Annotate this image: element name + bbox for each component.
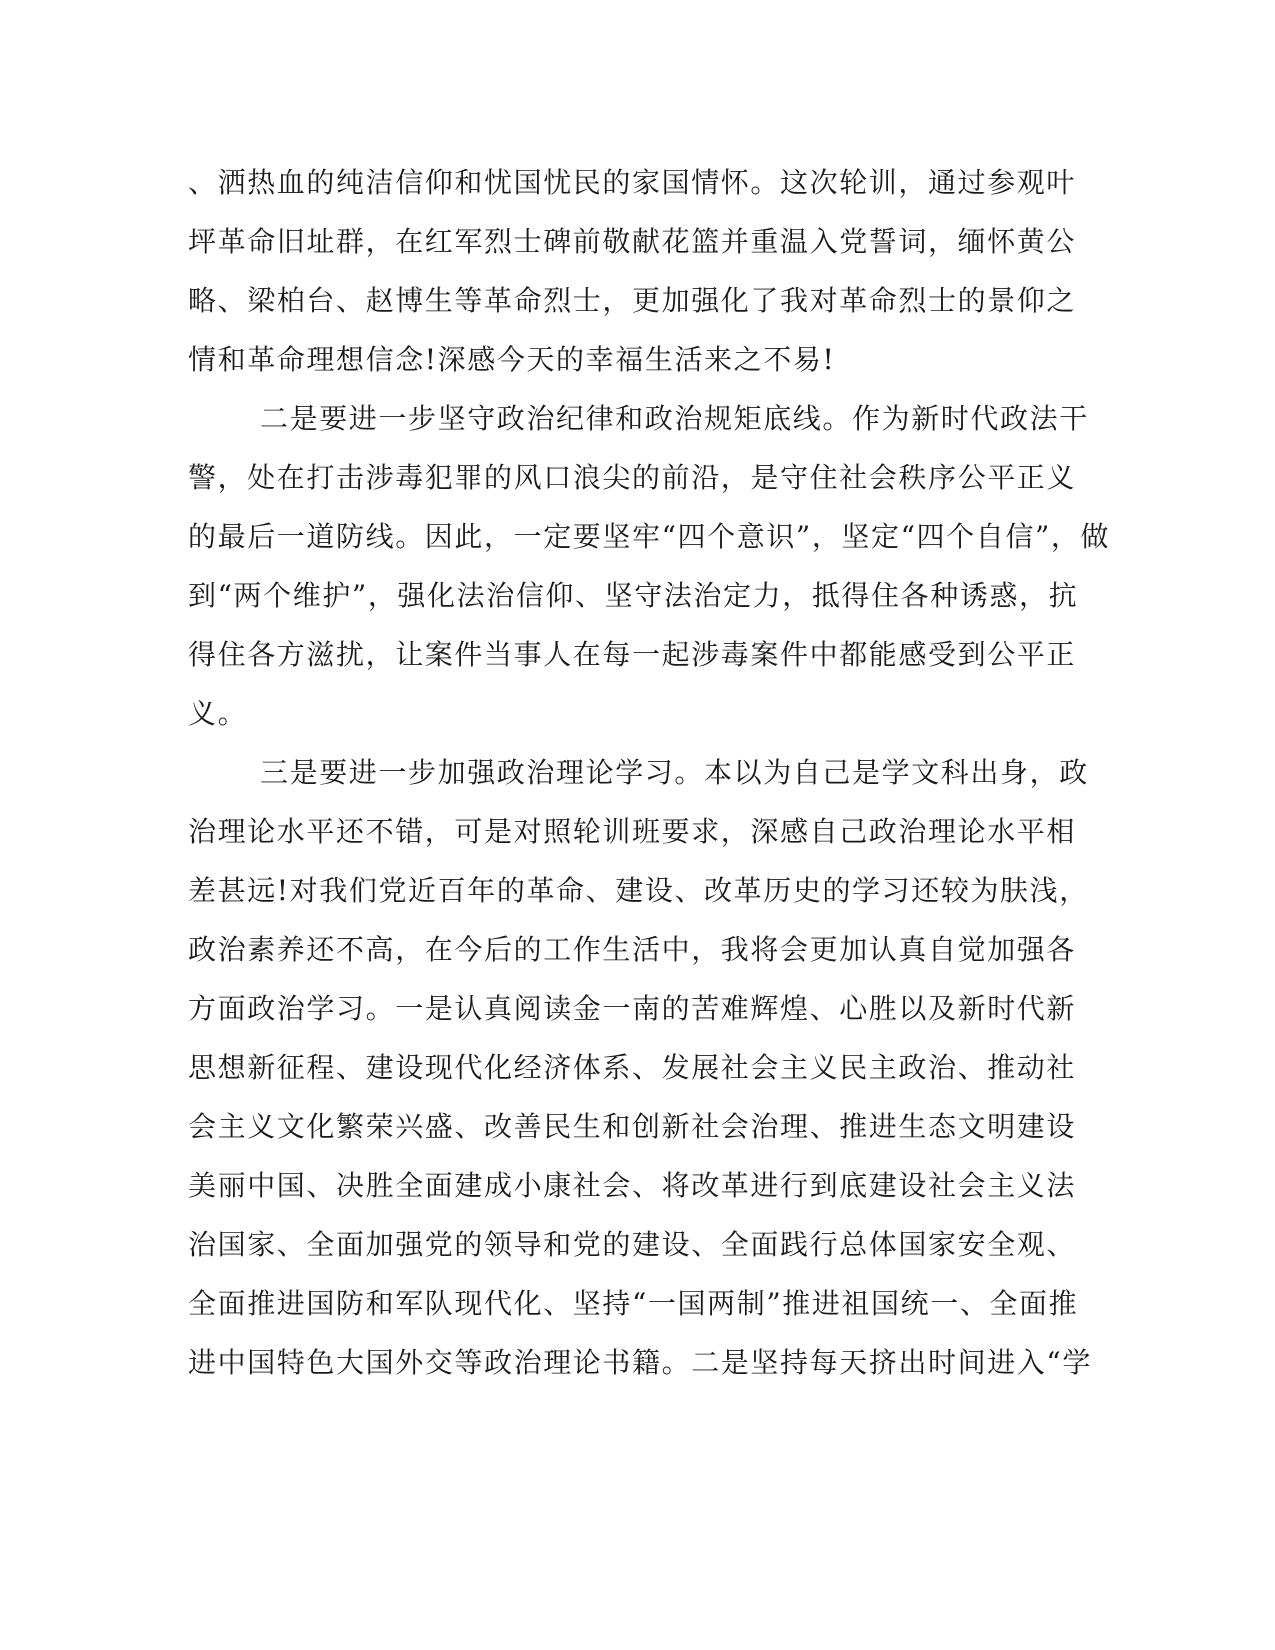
text-line: 进中国特色大国外交等政治理论书籍。二是坚持每天挤出时间进入“学	[188, 1346, 1092, 1379]
text-line: 警，处在打击涉毒犯罪的风口浪尖的前沿，是守住社会秩序公平正义	[188, 461, 1077, 494]
text-line: 到“两个维护”，强化法治信仰、坚守法治定力，抵得住各种诱惑，抗	[188, 579, 1079, 612]
text-line: 治国家、全面加强党的领导和党的建设、全面践行总体国家安全观、	[188, 1228, 1077, 1261]
paragraph-start-line: 三是要进一步加强政治理论学习。本以为自己是学文科出身，政	[260, 756, 1089, 789]
text-line: 义。	[188, 697, 248, 730]
text-line: 情和革命理想信念!深感今天的幸福生活来之不易!	[188, 343, 836, 376]
text-line: 会主义文化繁荣兴盛、改善民生和创新社会治理、推进生态文明建设	[188, 1110, 1077, 1143]
text-line: 坪革命旧址群，在红军烈士碑前敬献花篮并重温入党誓词，缅怀黄公	[188, 225, 1077, 258]
text-line: 的最后一道防线。因此，一定要坚牢“四个意识”，坚定“四个自信”，做	[188, 520, 1111, 553]
text-line: 略、梁柏台、赵博生等革命烈士，更加强化了我对革命烈士的景仰之	[188, 284, 1077, 317]
text-line: 、洒热血的纯洁信仰和忧国忧民的家国情怀。这次轮训，通过参观叶	[188, 166, 1077, 199]
text-line: 思想新征程、建设现代化经济体系、发展社会主义民主政治、推动社	[188, 1051, 1077, 1084]
paragraph-start-line: 二是要进一步坚守政治纪律和政治规矩底线。作为新时代政法干	[260, 402, 1089, 435]
text-line: 全面推进国防和军队现代化、坚持“一国两制”推进祖国统一、全面推	[188, 1287, 1079, 1320]
text-line: 政治素养还不高，在今后的工作生活中，我将会更加认真自觉加强各	[188, 933, 1077, 966]
text-line: 美丽中国、决胜全面建成小康社会、将改革进行到底建设社会主义法	[188, 1169, 1077, 1202]
text-line: 差甚远!对我们党近百年的革命、建设、改革历史的学习还较为肤浅，	[188, 874, 1089, 907]
text-line: 治理论水平还不错，可是对照轮训班要求，深感自己政治理论水平相	[188, 815, 1077, 848]
text-line: 方面政治学习。一是认真阅读金一南的苦难辉煌、心胜以及新时代新	[188, 992, 1077, 1025]
text-line: 得住各方滋扰，让案件当事人在每一起涉毒案件中都能感受到公平正	[188, 638, 1077, 671]
